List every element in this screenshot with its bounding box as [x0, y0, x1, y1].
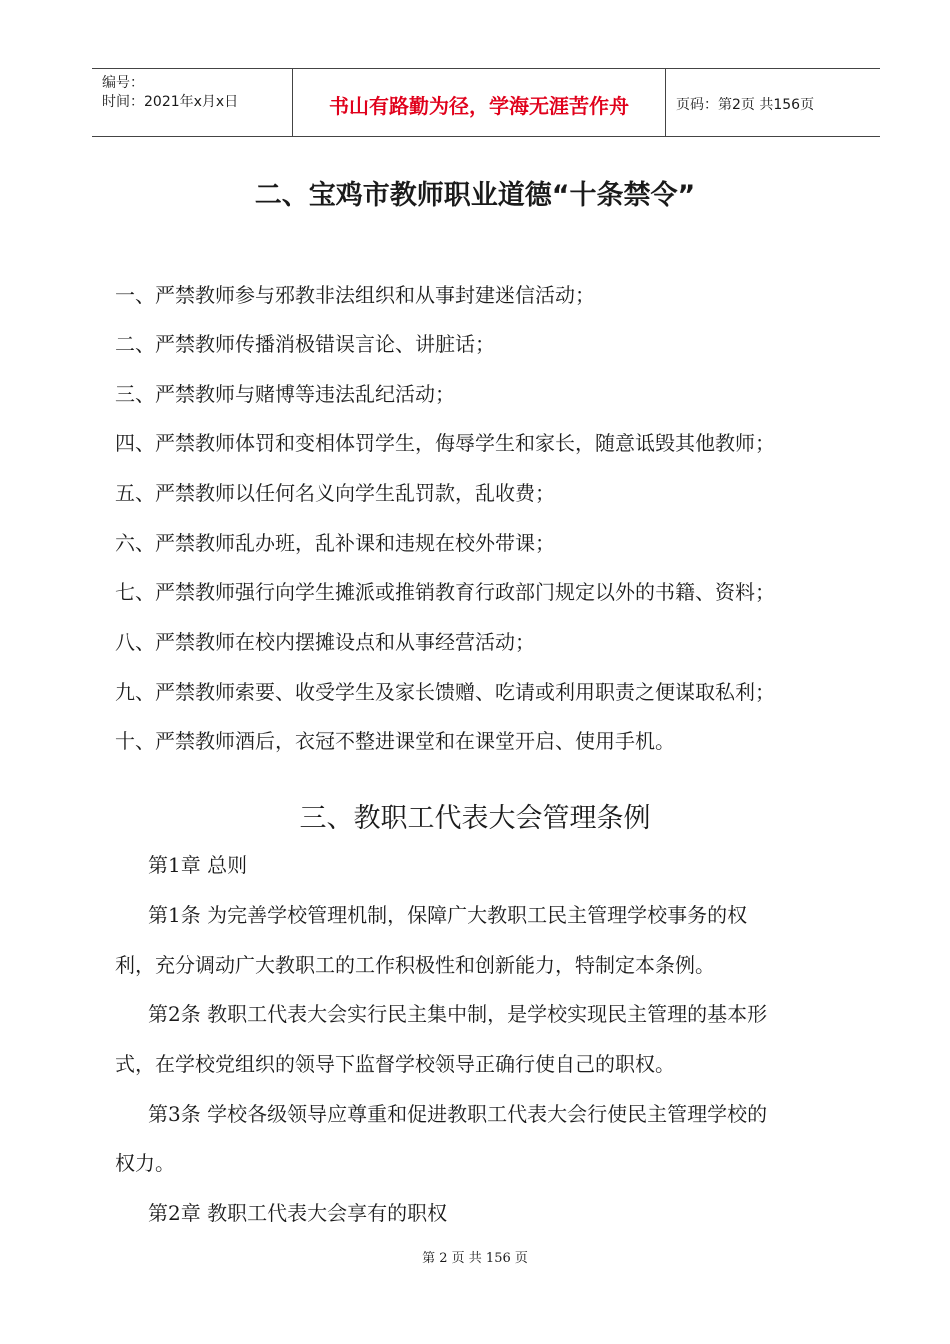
header-page-cell [666, 69, 880, 136]
rule-item: 一、严禁教师参与邪教非法组织和从事封建迷信活动； [115, 283, 595, 307]
time-label: 时间：2021年x月x日 [102, 94, 239, 110]
header-meta-cell [92, 69, 292, 136]
article-line: 第3条 学校各级领导应尊重和促进教职工代表大会行使民主管理学校的 [148, 1102, 768, 1126]
rule-item: 二、严禁教师传播消极错误言论、讲脏话； [115, 332, 495, 356]
rule-item: 三、严禁教师与赌博等违法乱纪活动； [115, 382, 455, 406]
chapter-heading: 第1章 总则 [148, 853, 248, 877]
page-footer: 第 2 页 共 156 页 [422, 1251, 528, 1266]
article-line: 第2条 教职工代表大会实行民主集中制，是学校实现民主管理的基本形 [148, 1002, 768, 1026]
slogan: 书山有路勤为径，学海无涯苦作舟 [329, 94, 629, 118]
rule-item: 八、严禁教师在校内摆摊设点和从事经营活动； [115, 630, 535, 654]
rule-item: 九、严禁教师索要、收受学生及家长馈赠、吃请或利用职责之便谋取私利； [115, 680, 775, 704]
rule-item: 七、严禁教师强行向学生摊派或推销教育行政部门规定以外的书籍、资料； [115, 580, 775, 604]
rule-item: 十、严禁教师酒后，衣冠不整进课堂和在课堂开启、使用手机。 [115, 729, 675, 753]
header-slogan-cell [292, 69, 666, 136]
rule-item: 四、严禁教师体罚和变相体罚学生，侮辱学生和家长，随意诋毁其他教师； [115, 431, 775, 455]
section2-title: 二、宝鸡市教师职业道德“十条禁令” [254, 180, 696, 211]
section3-title: 三、教职工代表大会管理条例 [299, 803, 651, 834]
document-header [92, 68, 880, 137]
article-line: 利，充分调动广大教职工的工作积极性和创新能力，特制定本条例。 [115, 953, 715, 977]
rule-item: 六、严禁教师乱办班，乱补课和违规在校外带课； [115, 531, 555, 555]
chapter-heading: 第2章 教职工代表大会享有的职权 [148, 1201, 448, 1225]
code-label: 编号： [102, 75, 144, 91]
article-line: 权力。 [115, 1151, 175, 1175]
page-info: 页码：第2页 共156页 [676, 97, 815, 113]
article-line: 式，在学校党组织的领导下监督学校领导正确行使自己的职权。 [115, 1052, 675, 1076]
rule-item: 五、严禁教师以任何名义向学生乱罚款，乱收费； [115, 481, 555, 505]
article-line: 第1条 为完善学校管理机制，保障广大教职工民主管理学校事务的权 [148, 903, 748, 927]
